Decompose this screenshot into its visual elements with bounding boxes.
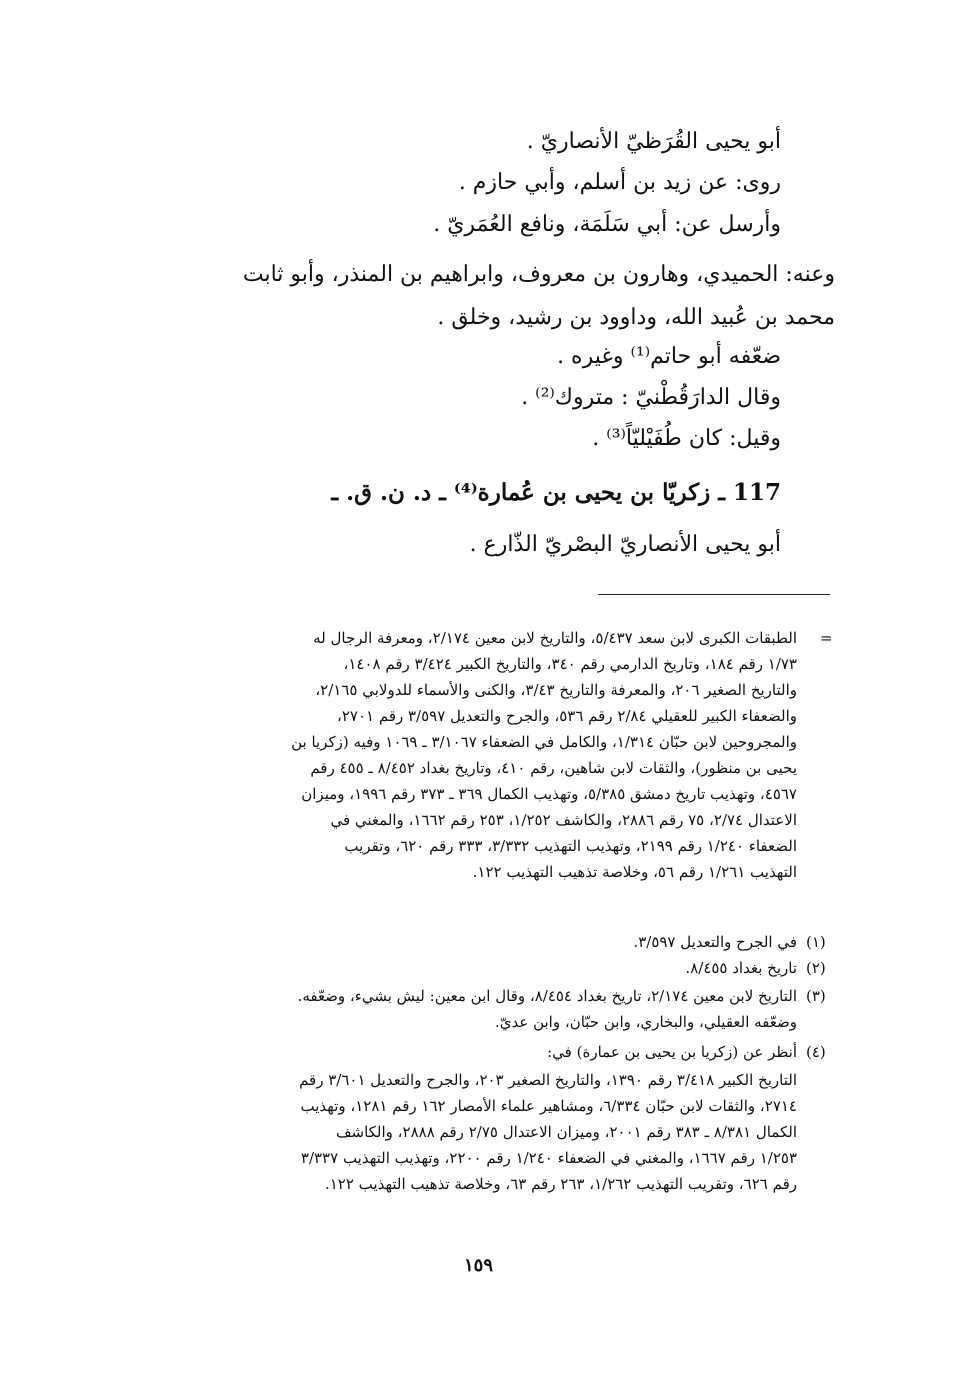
- footnote-line: ٢٧١٤، والثقات لابن حبّان ٦/٣٣٤، ومشاهير علماء الأمصار ١٦٢ رقم ١٢٨١، وتهذيب: [300, 1097, 797, 1115]
- footnote-line: ١/٧٣ رقم ١٨٤، وتاريخ الدارمي رقم ٣٤٠، والتاريخ الكبير ٣/٤٢٤ رقم ١٤٠٨،: [343, 655, 797, 673]
- footnote-line: والمجروحين لابن حبّان ١/٣١٤، والكامل في الضعفاء ٣/١٠٦٧ ـ ١٠٦٩ وفيه (زكريا بن: [291, 733, 797, 751]
- footnote-separator: [598, 594, 830, 595]
- entry-heading: 117 ـ زكريّا بن يحيى بن عُمارة⁽⁴⁾ ـ د. ن. ق. ـ: [331, 479, 781, 506]
- continuation-marker: =: [820, 629, 833, 647]
- footnote-line: ٤٥٦٧، وتهذيب تاريخ دمشق ٥/٣٨٥، وتهذيب الكمال ٣٦٩ ـ ٣٧٣ رقم ١٩٩٦، وميزان: [301, 785, 797, 803]
- body-line: محمد بن عُبيد الله، وداوود بن رشيد، وخلق .: [437, 305, 835, 330]
- footnote-number: (١): [806, 933, 826, 951]
- footnote-line: الضعفاء ١/٢٤٠ رقم ٢١٩٩، وتهذيب التهذيب ٣/٣٣٢، ٣٣٣ رقم ٦٢٠، وتقريب: [344, 837, 797, 855]
- body-line: وعنه: الحميدي، وهارون بن معروف، وابراهيم بن المنذر، وأبو ثابت: [242, 262, 835, 287]
- footnote-line: الكمال ٨/٣٨١ ـ ٣٨٣ رقم ٢٠٠١، وميزان الاعتدال ٢/٧٥ رقم ٢٨٨٨، والكاشف: [335, 1123, 797, 1141]
- footnote-line: رقم ٦٢٦، وتقريب التهذيب ١/٢٦٢، ٢٦٣ رقم ٦٣، وخلاصة تذهيب التهذيب ١٢٢.: [324, 1175, 797, 1193]
- footnote-number: (٢): [806, 959, 826, 977]
- footnote-line: الطبقات الكبرى لابن سعد ٥/٤٣٧، والتاريخ لابن معين ٢/١٧٤، ومعرفة الرجال له: [313, 629, 797, 647]
- footnote-line: وضعّفه العقيلي، والبخاري، وابن حبّان، وابن عديّ.: [494, 1013, 797, 1031]
- body-line: وأرسل عن: أبي سَلَمَة، ونافع العُمَريّ .: [433, 212, 781, 237]
- footnote-line: تاريخ بغداد ٨/٤٥٥.: [685, 959, 797, 977]
- footnote-line: والتاريخ الصغير ٢٠٦، والمعرفة والتاريخ ٣/٤٣، والكنى والأسماء للدولابي ٢/١٦٥،: [315, 681, 797, 699]
- body-line: ضعّفه أبو حاتم⁽¹⁾ وغيره .: [557, 344, 781, 369]
- footnote-number: (٤): [806, 1043, 826, 1061]
- footnote-line: ١/٢٥٣ رقم ١٦٦٧، والمغني في الضعفاء ١/٢٤٠ رقم ٢٢٠٠، وتهذيب التهذيب ٣/٣٣٧: [300, 1149, 797, 1167]
- body-line: وقيل: كان طُفَيْليّاً⁽³⁾ .: [592, 426, 781, 451]
- footnote-line: والضعفاء الكبير للعقيلي ٢/٨٤ رقم ٥٣٦، والجرح والتعديل ٣/٥٩٧ رقم ٢٧٠١،: [336, 707, 797, 725]
- footnote-line: أنظر عن (زكريا بن يحيى بن عمارة) في:: [547, 1043, 797, 1061]
- body-line: أبو يحيى القُرَظيّ الأنصاريّ .: [526, 129, 781, 154]
- footnote-line: التاريخ لابن معين ٢/١٧٤، تاريخ بغداد ٨/٤٥٤، وقال ابن معين: ليش بشيء، وضعّفه.: [297, 987, 797, 1005]
- footnote-number: (٣): [806, 987, 826, 1005]
- footnote-line: في الجرح والتعديل ٣/٥٩٧.: [633, 933, 797, 951]
- body-line: روى: عن زيد بن أسلم، وأبي حازم .: [458, 170, 781, 195]
- entry-line: أبو يحيى الأنصاريّ البصْريّ الذّارع .: [469, 532, 781, 557]
- footnote-line: التهذيب ١/٢٦١ رقم ٥٦، وخلاصة تذهيب التهذيب ١٢٢.: [472, 863, 797, 881]
- body-line: وقال الدارَقُطْنيّ : متروك⁽²⁾ .: [521, 385, 781, 410]
- footnote-line: يحيى بن منظور)، والثقات لابن شاهين، رقم ٤١٠، وتاريخ بغداد ٨/٤٥٢ ـ ٤٥٥ رقم: [310, 759, 797, 777]
- page-number: ١٥٩: [463, 1255, 493, 1276]
- footnote-line: التاريخ الكبير ٣/٤١٨ رقم ١٣٩٠، والتاريخ الصغير ٢٠٣، والجرح والتعديل ٣/٦٠١ رقم: [299, 1071, 797, 1089]
- footnote-line: الاعتدال ٢/٧٤، ٧٥ رقم ٢٨٨٦، والكاشف ١/٢٥٢، ٢٥٣ رقم ١٦٦٢، والمغني في: [330, 811, 797, 829]
